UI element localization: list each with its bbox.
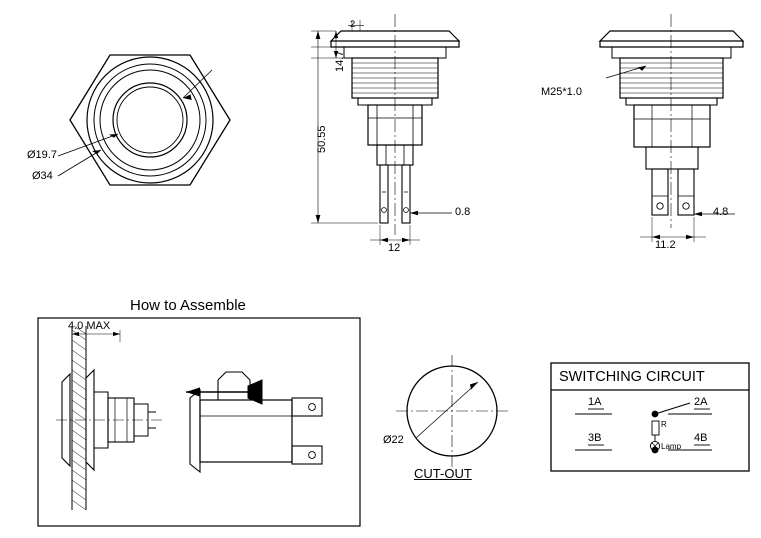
front-outer-diameter-label: Ø34 [32,170,53,182]
side-terminal-thickness-label: 0.8 [455,206,471,218]
terminal-3b-label: 3B [588,432,602,444]
terminal-2a-label: 2A [694,396,708,408]
panel-thickness-label: 4.0 MAX [68,320,111,332]
side-section-geometry [311,14,459,245]
resistor-label: R [661,420,667,429]
cutout-diameter-label: Ø22 [383,434,404,446]
side-total-height-label: 50.55 [316,125,328,153]
right-base-width-label: 11.2 [655,239,676,251]
side-bezel-height-label: 14.7 [334,50,346,72]
side-bezel-lip-label: 2 [350,19,356,30]
cutout-caption: CUT-OUT [414,466,472,481]
right-terminal-width-label: 4.8 [713,206,729,218]
front-inner-diameter-label: Ø19.7 [27,149,57,161]
terminal-1a-label: 1A [588,396,602,408]
terminal-4b-label: 4B [694,432,708,444]
cutout-geometry [396,355,508,467]
assemble-geometry [38,318,360,526]
thread-spec-label: M25*1.0 [541,86,582,98]
front-view-geometry [58,55,230,185]
switching-circuit-title: SWITCHING CIRCUIT [559,369,705,385]
how-to-assemble-title: How to Assemble [130,297,246,314]
side-terminal-span-label: 12 [388,242,401,254]
lamp-label: Lamp [661,442,682,451]
